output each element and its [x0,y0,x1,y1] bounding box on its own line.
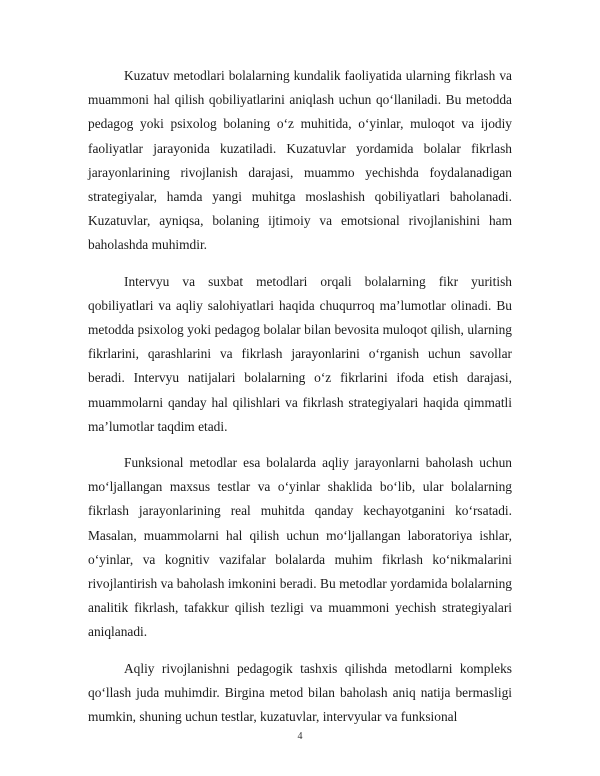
paragraph-observation-methods: Kuzatuv metodlari bolalarning kundalik faoliyatida ularning fikrlash va muammoni hal qilish qobiliyatlarini aniqlash uchun qo‘llaniladi. Bu metodda pedagog yoki psixolog bolaning o‘z muhitida, o‘yinlar, muloqot va ijodiy faoliyatlar jarayonida kuzatiladi. Kuzatuvlar yordamida bolalar fikrlash jarayonlarining rivojlanish darajasi, muammo yechishda foydalanadigan strategiyalar, hamda yangi muhitga moslashish qobiliyatlari baholanadi. Kuzatuvlar, ayniqsa, bolaning ijtimoiy va emotsional rivojlanishini ham baholashda muhimdir. [88,68,512,253]
paragraph-interview-methods: Intervyu va suxbat metodlari orqali bolalarning fikr yuritish qobiliyatlari va aqliy salohiyatlari haqida chuqurroq ma’lumotlar olinadi. Bu metodda psixolog yoki pedagog bolalar bilan bevosita muloqot qilish, ularning fikrlarini, qarashlarini va fikrlash jarayonlarini o‘rganish uchun savollar beradi. Intervyu natijalari bolalarning o‘z fikrlarini ifoda etish darajasi, muammolarni qanday hal qilishlari va fikrlash strategiyalari haqida qimmatli ma’lumotlar taqdim etadi. [88,273,512,434]
paragraph-functional-methods: Funksional metodlar esa bolalarda aqliy jarayonlarni baholash uchun mo‘ljallangan maxsus testlar va o‘yinlar shaklida bo‘lib, ular bolalarning fikrlash jarayonlarining real muhitda qanday kechayotganini ko‘rsatadi. Masalan, muammolarni hal qilish uchun mo‘ljallangan laboratoriya ishlar, o‘yinlar, va kognitiv vazifalar bolalarda muhim fikrlash ko‘nikmalarini rivojlantirish va baholash imkonini beradi. Bu metodlar yordamida bolalarning analitik fikrlash, tafakkur qilish tezligi va muammoni yechish strategiyalari aniqlanadi. [88,455,512,640]
paragraph-complex-application: Aqliy rivojlanishni pedagogik tashxis qilishda metodlarni kompleks qo‘llash juda muhimdir. Birgina metod bilan baholash aniq natija bermasligi mumkin, shuning uchun testlar, kuzatuvlar, intervyular va funksional [88,660,512,725]
document-body [88,64,512,741]
page-number: 4 [297,731,303,742]
